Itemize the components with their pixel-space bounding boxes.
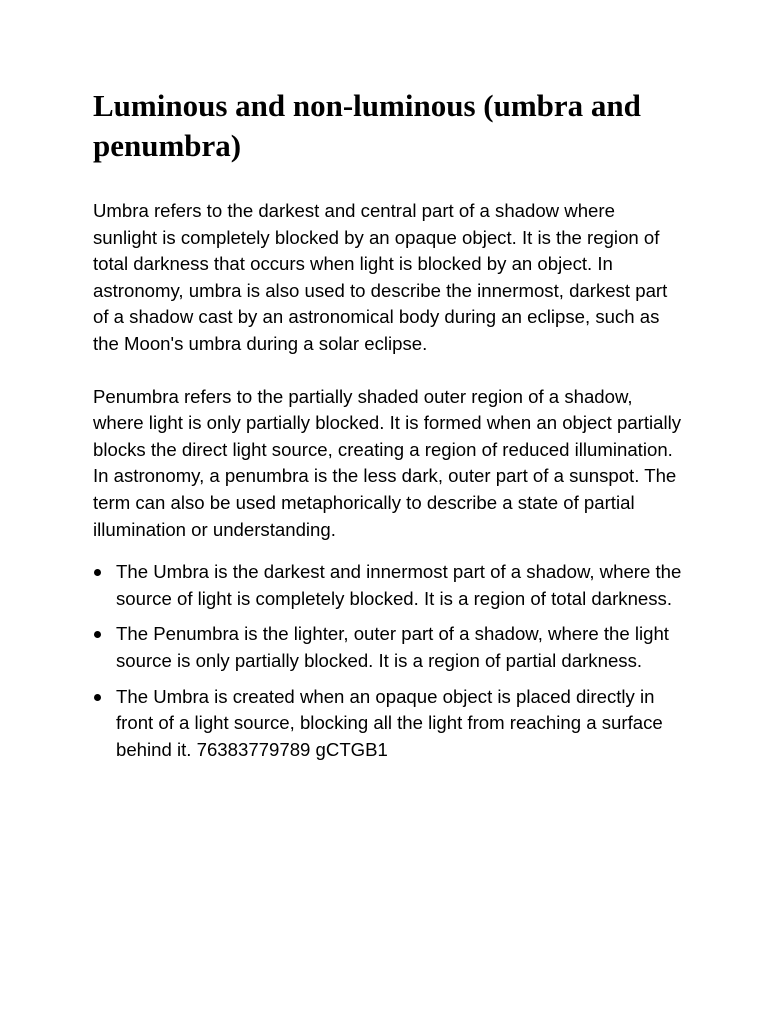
bullet-icon	[94, 631, 101, 638]
bullet-icon	[94, 569, 101, 576]
document-content	[93, 86, 683, 772]
bullet-text: The Penumbra is the lighter, outer part of a shadow, where the light source is only partially blocked. It is a region of partial darkness.	[116, 623, 669, 671]
list-item	[93, 684, 683, 764]
list-item	[93, 559, 683, 612]
bullet-list	[93, 559, 683, 763]
bullet-text: The Umbra is created when an opaque object is placed directly in front of a light source, blocking all the light from reaching a surface behind it. 76383779789 gCTGB1	[116, 685, 663, 760]
document-title: Luminous and non-luminous (umbra and penumbra)	[93, 88, 641, 163]
bullet-text: The Umbra is the darkest and innermost part of a shadow, where the source of light is completely blocked. It is a region of total darkness.	[116, 561, 682, 609]
list-item	[93, 621, 683, 674]
umbra-paragraph: Umbra refers to the darkest and central part of a shadow where sunlight is completely blocked by an opaque object. It is the region of total darkness that occurs when light is blocked by an object. In astronomy, umbra is also used to describe the innermost, darkest part of a shadow cast by an astronomical body during an eclipse, such as the Moon's umbra during a solar eclipse.	[93, 200, 668, 354]
bullet-icon	[94, 694, 101, 701]
penumbra-paragraph: Penumbra refers to the partially shaded outer region of a shadow, where light is only partially blocked. It is formed when an object partially blocks the direct light source, creating a region of reduced illumination. In astronomy, a penumbra is the less dark, outer part of a sunspot. The term can also be used metaphorically to describe a state of partial illumination or understanding.	[93, 385, 682, 540]
